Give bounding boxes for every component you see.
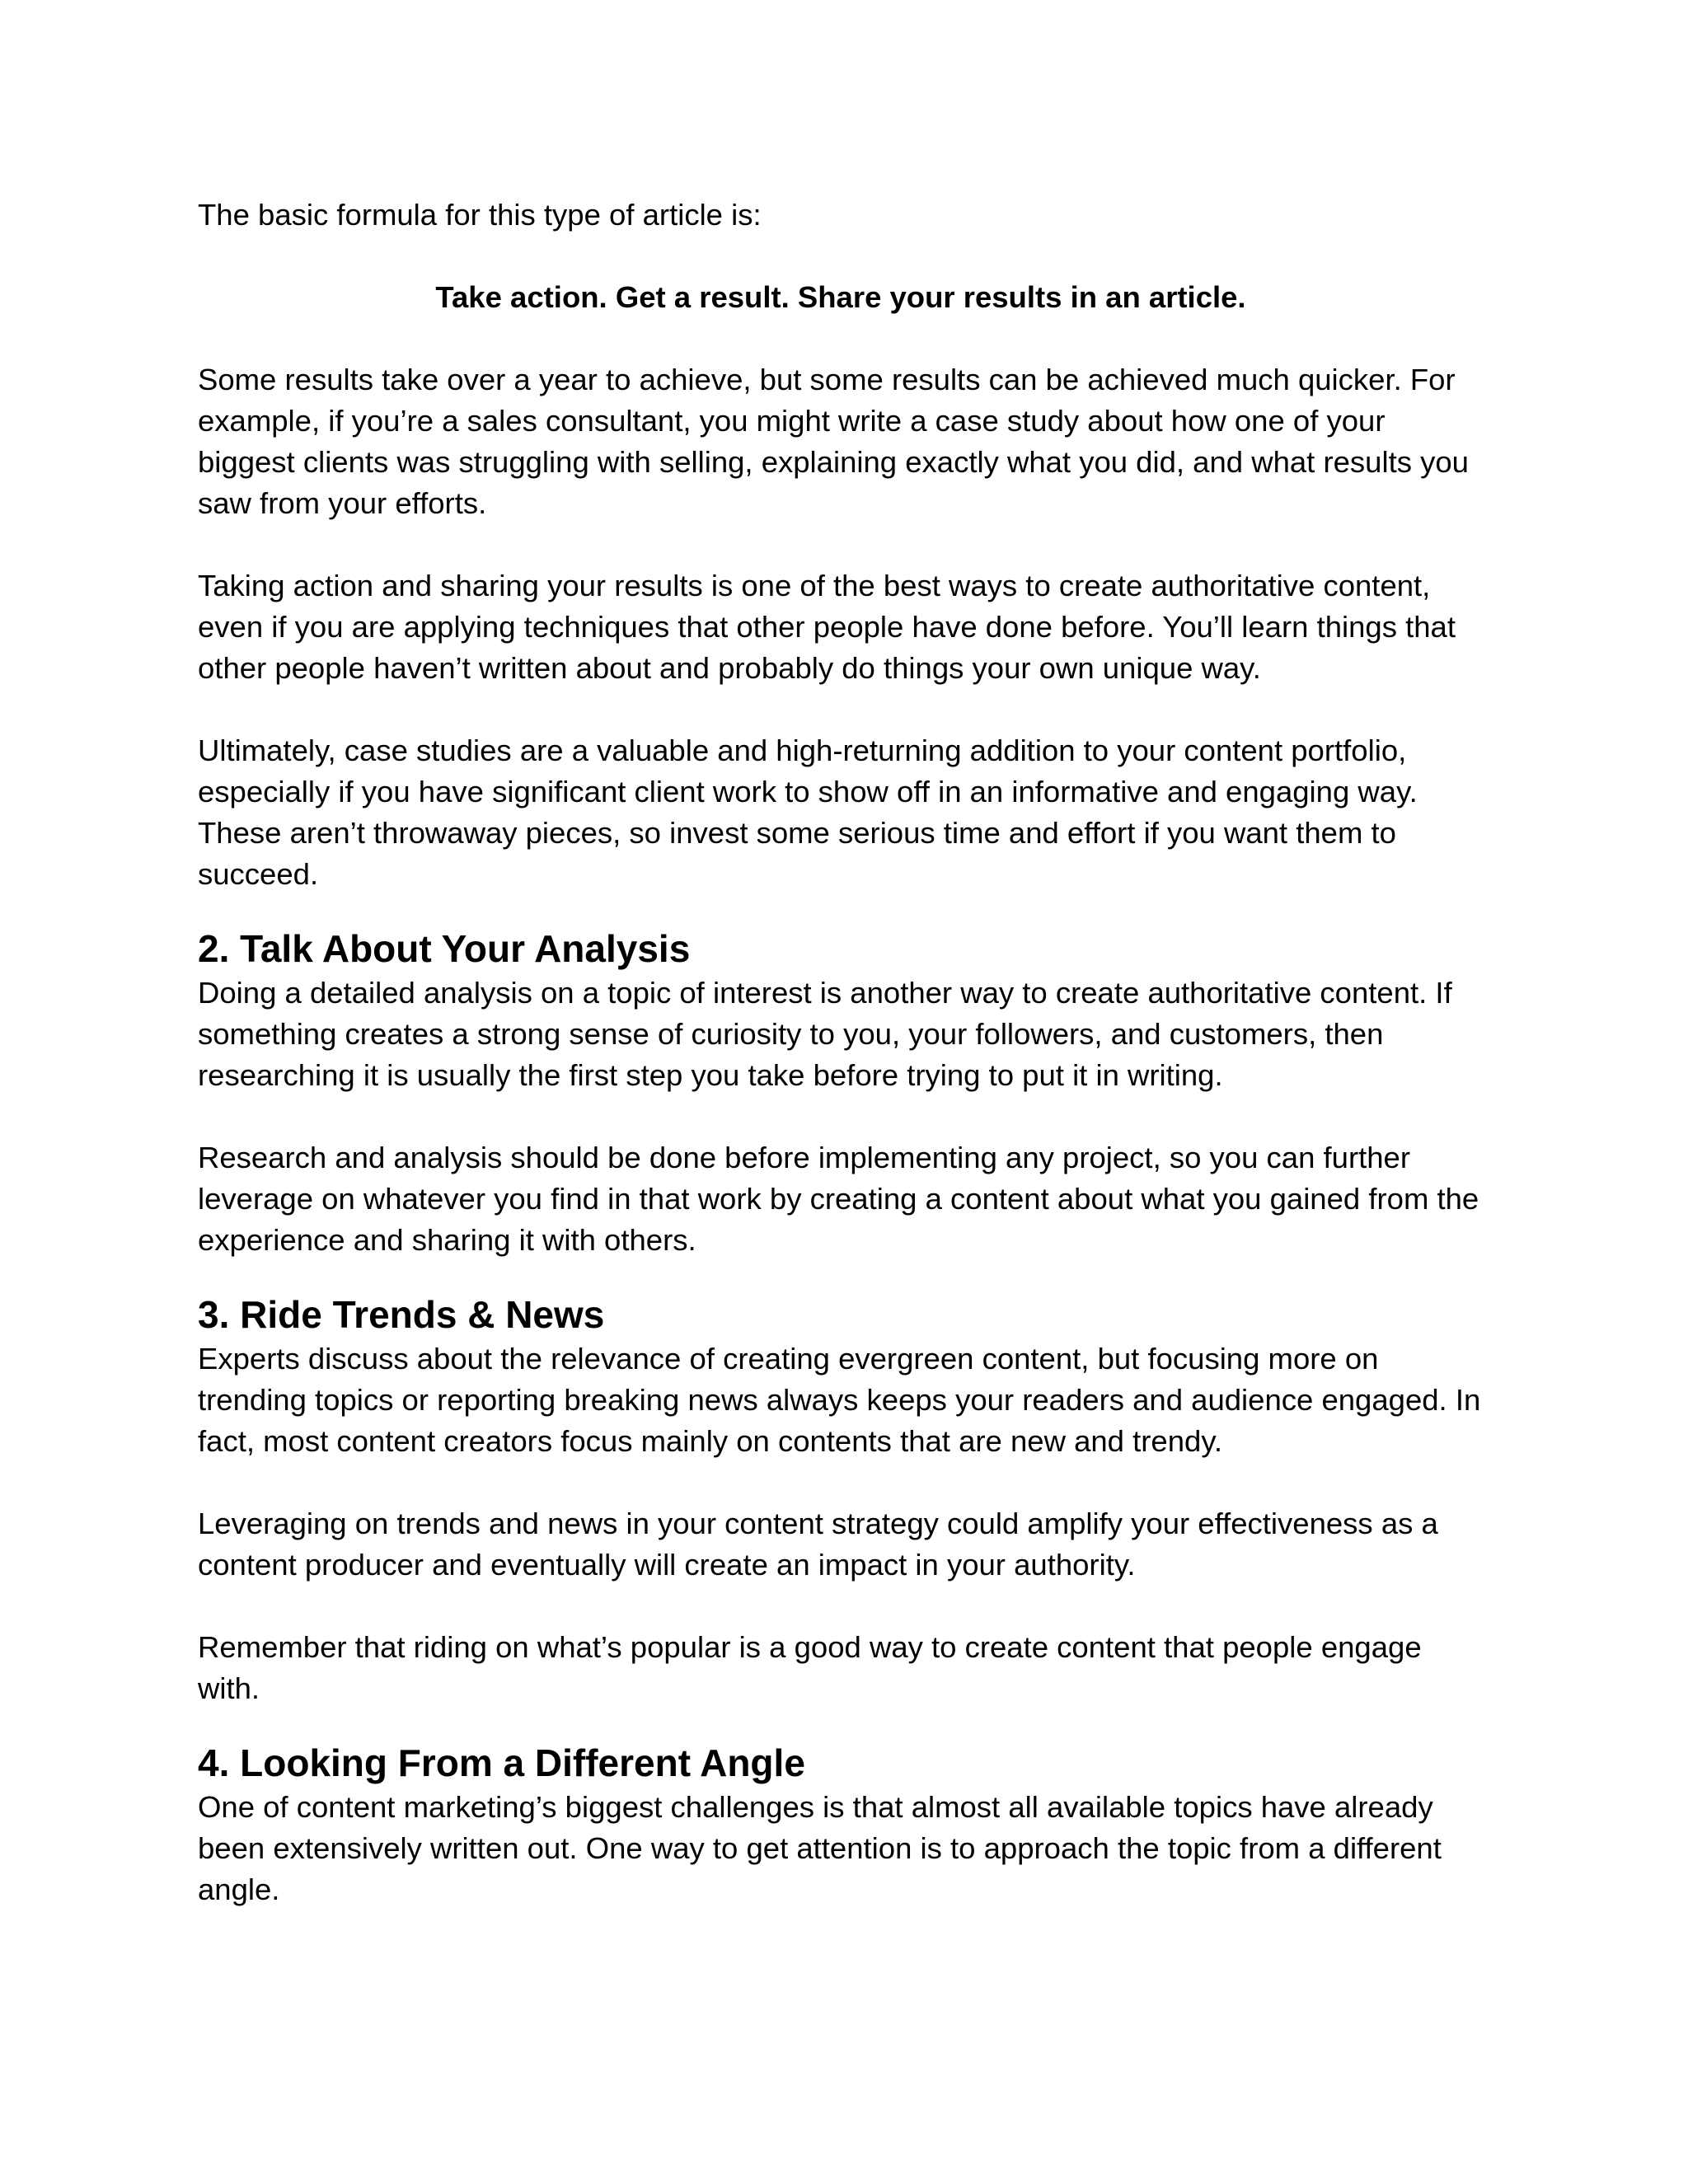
section-angle xyxy=(198,1739,1484,1910)
formula-callout: Take action. Get a result. Share your results in an article. xyxy=(435,280,1246,314)
analysis-paragraph-2: Research and analysis should be done before implementing any project, so you can further leverage on whatever you find in that work by creating a content about what you gained from the experience and sharing it with others. xyxy=(198,1141,1479,1257)
section-analysis xyxy=(198,925,1484,1261)
trends-paragraph-3: Remember that riding on what’s popular is a good way to create content that people engage with. xyxy=(198,1630,1422,1705)
section-trends xyxy=(198,1291,1484,1709)
trends-paragraph-2: Leveraging on trends and news in your content strategy could amplify your effectiveness as a content producer and eventually will create an impact in your authority. xyxy=(198,1507,1438,1582)
section-heading-analysis: 2. Talk About Your Analysis xyxy=(198,927,691,970)
trends-paragraph-1: Experts discuss about the relevance of creating evergreen content, but focusing more on trending topics or reporting breaking news always keeps your readers and audience engaged. In fact, most content creators focus mainly on contents that are new and trendy. xyxy=(198,1342,1481,1458)
intro-paragraph-2: Taking action and sharing your results is one of the best ways to create authoritative content, even if you are applying techniques that other people have done before. You’ll learn things that other people haven’t written about and probably do things your own unique way. xyxy=(198,569,1456,685)
intro-lead: The basic formula for this type of article is: xyxy=(198,198,762,232)
angle-paragraph-1: One of content marketing’s biggest challenges is that almost all available topics have already been extensively written out. One way to get attention is to approach the topic from a different angle. xyxy=(198,1790,1442,1906)
analysis-paragraph-1: Doing a detailed analysis on a topic of interest is another way to create authoritative content. If something creates a strong sense of curiosity to you, your followers, and customers, then researching it is usually the first step you take before trying to put it in writing. xyxy=(198,976,1452,1092)
section-heading-trends: 3. Ride Trends & News xyxy=(198,1293,605,1336)
section-heading-angle: 4. Looking From a Different Angle xyxy=(198,1741,805,1784)
document-body xyxy=(198,194,1484,1910)
intro-paragraph-1: Some results take over a year to achieve, but some results can be achieved much quicker. For example, if you’re a sales consultant, you might write a case study about how one of your biggest clients was struggling with selling, explaining exactly what you did, and what results you saw from your efforts. xyxy=(198,363,1469,520)
intro-paragraph-3: Ultimately, case studies are a valuable and high-returning addition to your content portfolio, especially if you have significant client work to show off in an informative and engaging way. These aren’t throwaway pieces, so invest some serious time and effort if you want them to succeed. xyxy=(198,733,1418,891)
